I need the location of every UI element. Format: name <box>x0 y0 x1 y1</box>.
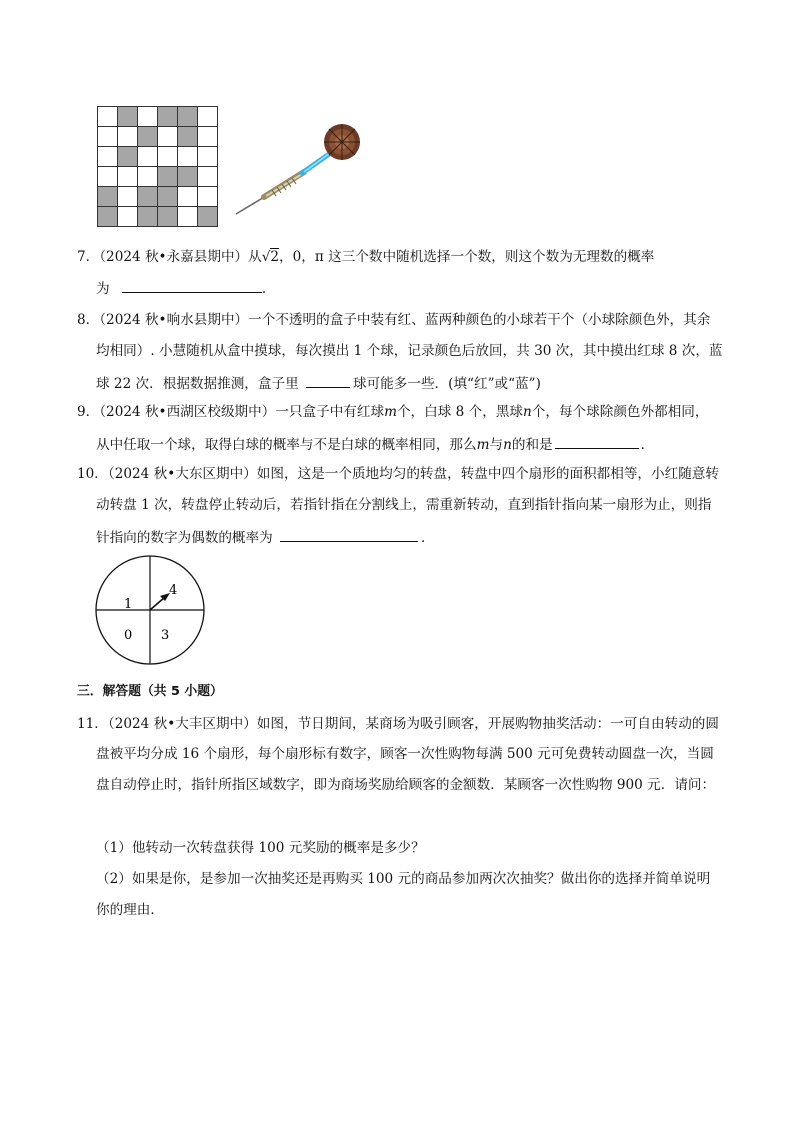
question-11-line-1: 11．（2024 秋•大丰区期中）如图，节日期间，某商场为吸引顾客，开展购物抽奖活动：一可自由转动的圆 <box>77 716 719 732</box>
question-number: 11． <box>77 716 108 732</box>
question-source: （2024 秋•响水县期中） <box>99 312 249 328</box>
spinner-label-3: 3 <box>161 628 170 643</box>
grid-cell <box>198 127 218 147</box>
question-8-line-2: 均相同）. 小慧随机从盒中摸球，每次摸出 1 个球，记录颜色后放回，共 30 次，其中摸出红球 8 次，蓝 <box>96 343 723 359</box>
question-9-line-1: 9．（2024 秋•西湖区校级期中）一只盒子中有红球m个，白球 8 个，黑球n个，每个球除颜色外都相同， <box>77 404 709 420</box>
grid-cell-shaded <box>98 207 118 227</box>
question-7-line-2: 为 ． <box>96 278 276 298</box>
question-11-part-2-line-1: （2）如果是你，是参加一次抽奖还是再购买 100 元的商品参加两次次抽奖？做出你的选择并简单说明 <box>96 871 711 887</box>
grid-cell <box>118 127 138 147</box>
question-11-part-1: （1）他转动一次转盘获得 100 元奖励的概率是多少？ <box>96 840 425 856</box>
grid-cell <box>138 147 158 167</box>
grid-cell <box>98 167 118 187</box>
grid-cell <box>178 147 198 167</box>
grid-cell-shaded <box>158 207 178 227</box>
grid-cell <box>178 187 198 207</box>
grid-cell <box>198 107 218 127</box>
grid-cell <box>98 127 118 147</box>
shaded-grid-figure <box>97 106 218 227</box>
question-source: （2024 秋•大东区期中） <box>107 466 257 482</box>
question-number: 8． <box>77 312 100 328</box>
question-number: 7． <box>77 249 100 265</box>
spinner-figure <box>94 553 206 667</box>
grid-cell <box>198 187 218 207</box>
question-number: 9． <box>77 404 100 420</box>
grid-cell-shaded <box>158 167 178 187</box>
grid-cell <box>98 107 118 127</box>
grid-cell-shaded <box>118 107 138 127</box>
grid-cell-shaded <box>178 107 198 127</box>
question-number: 10． <box>77 466 108 482</box>
grid-cell <box>178 207 198 227</box>
question-10-line-2: 动转盘 1 次，转盘停止转动后，若指针指在分割线上，需重新转动，直到指针指向某一扇形为止，则指 <box>96 497 712 513</box>
grid-cell <box>198 167 218 187</box>
question-7-line-1: 7．（2024 秋•永嘉县期中）从√2，0，π 这三个数中随机选择一个数，则这个数为无理数的概率 <box>77 249 655 265</box>
dart-image <box>232 118 362 218</box>
grid-cell <box>118 207 138 227</box>
section-title: 三．解答题（共 5 小题） <box>77 684 223 699</box>
grid-cell-shaded <box>138 187 158 207</box>
question-source: （2024 秋•大丰区期中） <box>107 716 257 732</box>
question-8-line-1: 8．（2024 秋•响水县期中）一个不透明的盒子中装有红、蓝两种颜色的小球若干个（小球除颜色外，其余 <box>77 312 711 328</box>
sqrt-symbol: √2 <box>261 249 280 265</box>
grid-cell <box>158 127 178 147</box>
question-10-line-1: 10．（2024 秋•大东区期中）如图，这是一个质地均匀的转盘，转盘中四个扇形的面积都相等，小红随意转 <box>77 466 719 482</box>
grid-cell-shaded <box>98 187 118 207</box>
grid-cell-shaded <box>138 207 158 227</box>
grid-cell <box>118 167 138 187</box>
grid-cell <box>118 187 138 207</box>
question-11-line-2: 盘被平均分成 16 个扇形，每个扇形标有数字，顾客一次性购物每满 500 元可免费转动圆盘一次，当圆 <box>96 746 714 762</box>
grid-cell-shaded <box>138 127 158 147</box>
grid-cell-shaded <box>118 147 138 167</box>
answer-blank[interactable] <box>306 373 350 388</box>
question-source: （2024 秋•西湖区校级期中） <box>99 404 276 420</box>
question-11-part-2-line-2: 你的理由． <box>96 902 164 918</box>
grid-cell-shaded <box>178 167 198 187</box>
spinner-label-0: 0 <box>124 628 133 643</box>
answer-blank[interactable] <box>555 434 639 449</box>
grid-cell-shaded <box>198 207 218 227</box>
question-10-line-3: 针指向的数字为偶数的概率为 ． <box>96 527 435 547</box>
answer-blank[interactable] <box>122 278 262 293</box>
spinner-label-4: 4 <box>169 583 178 598</box>
grid-cell <box>98 147 118 167</box>
grid-cell-shaded <box>158 107 178 127</box>
grid-cell-shaded <box>158 187 178 207</box>
question-8-line-3: 球 22 次．根据数据推测，盒子里 球可能多一些．(填“红”或“蓝”) <box>96 373 541 393</box>
grid-cell <box>138 167 158 187</box>
answer-blank[interactable] <box>280 527 418 542</box>
spinner-label-1: 1 <box>124 597 133 612</box>
grid-cell-shaded <box>178 127 198 147</box>
grid-cell <box>138 107 158 127</box>
grid-cell <box>198 147 218 167</box>
question-11-line-3: 盘自动停止时，指针所指区域数字，即为商场奖励给顾客的金额数．某顾客一次性购物 900 元．请问： <box>96 777 716 793</box>
grid-cell <box>158 147 178 167</box>
question-9-line-2: 从中任取一个球，取得白球的概率与不是白球的概率相同，那么m与n的和是 ． <box>96 434 654 454</box>
question-source: （2024 秋•永嘉县期中） <box>99 249 249 265</box>
